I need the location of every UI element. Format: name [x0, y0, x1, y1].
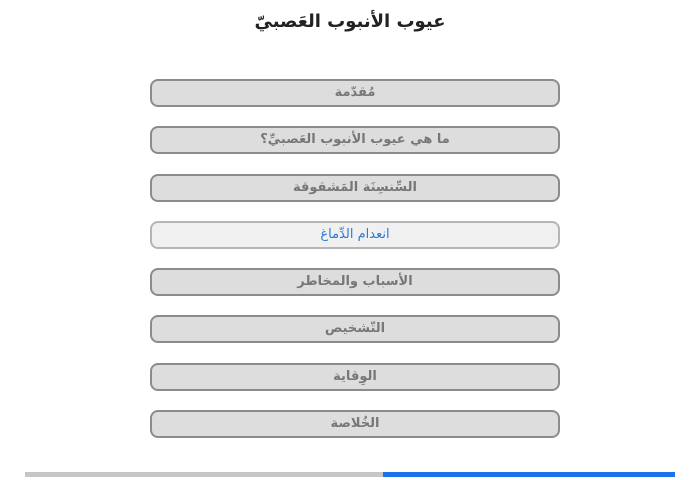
menu-item-prevention[interactable]: الوِقاية [150, 363, 560, 391]
menu-item-anencephaly[interactable]: انعدام الدِّماغ [150, 221, 560, 249]
progress-bar [25, 472, 675, 477]
menu-item-diagnosis[interactable]: التّشخيص [150, 315, 560, 343]
page-title: عيوب الأنبوب العَصبيّ [254, 11, 446, 32]
progress-bar-fill [383, 472, 676, 477]
menu-item-introduction[interactable]: مُقدّمة [150, 79, 560, 107]
menu-item-spina-bifida[interactable]: السِّنسِنَة المَشقوقة [150, 174, 560, 202]
menu-item-causes-risks[interactable]: الأسباب والمخاطر [150, 268, 560, 296]
menu-item-what-are-ntds[interactable]: ما هي عيوب الأنبوب العَصبيِّ؟ [150, 126, 560, 154]
menu-item-summary[interactable]: الخُلاصة [150, 410, 560, 438]
chapter-menu [150, 79, 560, 457]
